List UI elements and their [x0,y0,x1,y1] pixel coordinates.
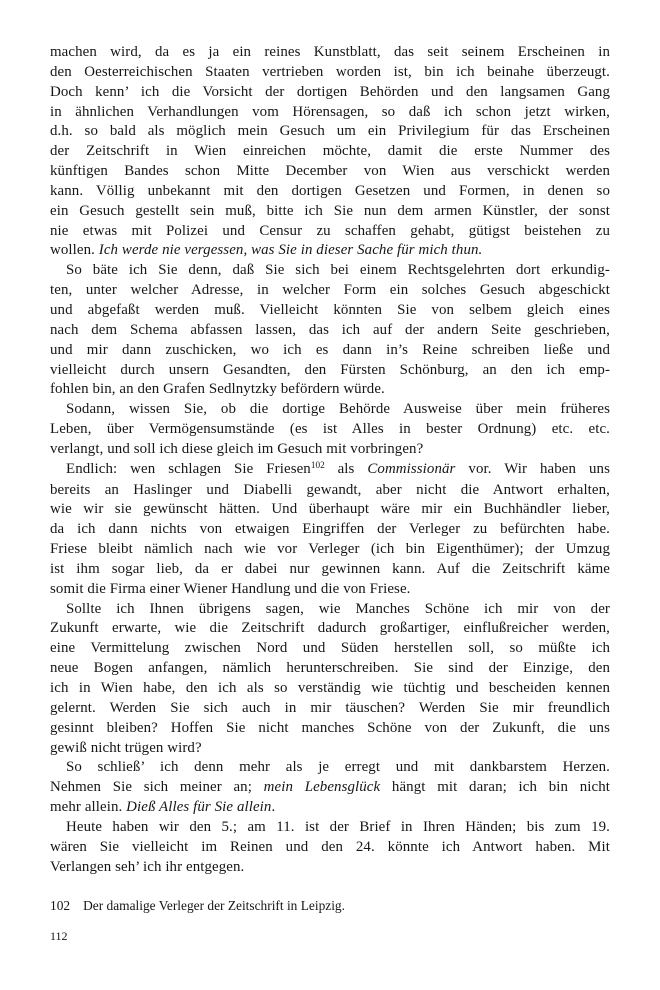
italic-text-segment: Dieß Alles für Sie allein [126,799,272,816]
text-line [50,182,610,202]
text-segment: Friese bleibt nämlich nach wie vor Verleger (ich bin Eigenthümer); der Umzug [50,541,610,558]
text-segment: wollen. [50,242,99,259]
text-segment: gelernt. Werden Sie sich auch in mir täuschen? Werden Sie mir freundlich [50,699,610,716]
text-segment: und abgefaßt werden muß. Vielleicht könnten Sie von selbem gleich eines [50,301,610,318]
text-line [50,739,610,759]
text-segment: So bäte ich Sie denn, daß Sie sich bei einem Rechtsgelehrten dort erkundig- [66,262,610,279]
text-line [50,122,610,142]
text-line [50,301,610,321]
italic-text-segment: Commissionär [367,460,456,477]
text-line [50,420,610,440]
text-line [50,580,610,600]
text-segment: Verlangen seh’ ich ihr entgegen. [50,858,245,875]
text-segment: Zukunft erwarte, wie die Zeitschrift dadurch großartiger, einflußreicher werden, [50,620,610,637]
text-line [50,520,610,540]
text-segment: wie wir sie gewünscht hätten. Und überhaupt wäre mir ein Buchhändler lieber, [50,501,610,518]
text-line [50,560,610,580]
text-line [50,241,610,261]
text-line [50,321,610,341]
text-line [50,500,610,520]
text-line [50,43,610,63]
text-line [50,361,610,381]
text-segment: Nehmen Sie sich meiner an; [50,779,264,796]
text-line [50,699,610,719]
text-segment: Doch kenn’ ich die Vorsicht der dortigen Behörden und den langsamen Gang [50,83,610,100]
text-segment: d.h. so bald als möglich mein Gesuch um ein Privilegium für das Erscheinen [50,123,610,140]
text-line [50,281,610,301]
text-segment: Heute haben wir den 5.; am 11. ist der Brief in Ihren Händen; bis zum 19. [66,818,610,835]
text-line [50,778,610,798]
italic-text-segment: mein Lebensglück [263,779,381,796]
text-segment: eine Vermittelung zwischen Nord und Süden herstellen soll, so müßte ich [50,640,610,657]
text-segment: Sollte ich Ihnen übrigens sagen, wie Manches Schöne ich mir von der [66,600,610,617]
text-segment: machen wird, da es ja ein reines Kunstblatt, das seit seinem Erscheinen in [50,44,610,60]
text-line [50,719,610,739]
text-line [50,659,610,679]
text-segment: der Zeitschrift in Wien einreichen möchte, damit die erste Nummer des [50,143,610,160]
text-line [50,639,610,659]
text-line [50,679,610,699]
text-line [50,600,610,620]
text-segment: in ähnlichen Verhandlungen vom Hörensagen, so daß ich schon jetzt wirken, [50,103,610,120]
text-segment: fohlen bin, an den Grafen Sedlnytzky befördern würde. [50,381,385,398]
text-segment: ist ihm sogar lieb, da er dabei nur gewinnen kann. Auf die Zeitschrift käme [50,560,610,577]
text-segment: ich in Wien habe, den ich als so verständig wie tüchtig und bescheiden kennen [50,680,610,696]
text-segment: kann. Völlig unbekannt mit den dortigen Gesetzen und Formen, in denen so [50,182,610,199]
text-segment: ten, unter welcher Adresse, in welcher Form ein solches Gesuch abgeschickt [50,282,610,299]
text-segment: mehr allein. [50,799,127,816]
text-line [50,142,610,162]
text-segment: ein Gesuch gestellt sein muß, bitte ich Sie nun dem armen Künstler, der sonst [50,202,610,219]
text-segment: da ich dann nichts von etwaigen Eingriffen der Verleger zu befürchten habe. [50,521,610,538]
text-segment: den Oesterreichischen Staaten vertrieben worden ist, bin ich beinahe überzeugt. [50,63,610,80]
text-segment: vielleicht durch unsern Gesandten, den Fürsten Schönburg, an den ich emp- [50,361,610,378]
text-line [50,380,610,400]
text-line [50,162,610,182]
text-line [50,261,610,281]
text-segment: nach dem Schema abfassen lassen, das ich auf der andern Seite geschrieben, [50,321,610,338]
footnote [50,898,610,914]
text-line [50,202,610,222]
text-segment: künftigen Bandes schon Mitte December von Wien aus verschickt werden [50,163,610,180]
text-segment: Endlich: wen schlagen Sie Friesen [66,460,311,477]
text-segment: gesinnt bleiben? Hoffen Sie nicht manches Schöne von der Zukunft, die uns [50,719,610,736]
text-segment: als [324,460,368,477]
footnote-number: 102 [50,898,71,913]
text-segment: nie etwas mit Polizei und Censur zu schaffen gehabt, gütigst beistehen zu [50,222,610,239]
text-segment: somit die Firma einer Wiener Handlung und die von Friese. [50,580,411,597]
text-segment: verlangt, und soll ich diese gleich im Gesuch mit vorbringen? [50,440,424,457]
footnote-text: Der damalige Verleger der Zeitschrift in Leipzig. [83,898,345,913]
italic-text-segment: Ich werde nie vergessen, was Sie in dieser Sache für mich thun. [98,242,483,259]
text-line [50,838,610,858]
text-line [50,818,610,838]
text-line [50,103,610,123]
letter-body-text [50,43,610,877]
text-segment: So schließ’ ich denn mehr als je erregt und mit dankbarstem Herzen. [66,759,610,776]
text-line [50,798,610,818]
text-segment: . [271,799,276,816]
text-line [50,619,610,639]
text-line [50,400,610,420]
text-segment: wären Sie vielleicht im Reinen und den 24. könnte ich Antwort haben. Mit [50,838,610,855]
text-line [50,460,610,481]
text-segment: neue Bogen anfangen, nämlich herunterschreiben. Sie sind der Einzige, den [50,660,610,677]
text-line [50,540,610,560]
footnote-reference: 102 [310,460,325,471]
text-segment: vor. Wir haben uns [455,460,610,477]
text-segment: Leben, über Vermögensumstände (es ist Alles in bester Ordnung) etc. etc. [50,421,610,438]
text-line [50,481,610,501]
text-segment: hängt mit daran; ich bin nicht [380,779,611,796]
text-line [50,758,610,778]
text-segment: gewiß nicht trügen wird? [50,739,202,756]
text-line [50,83,610,103]
text-line [50,63,610,83]
text-segment: Sodann, wissen Sie, ob die dortige Behörde Ausweise über mein früheres [66,401,610,418]
text-segment: und mir dann zuschicken, wo ich es dann in’s Reine schreiben ließe und [50,341,610,358]
text-segment: bereits an Haslinger und Diabelli gewandt, aber nicht die Antwort erhalten, [50,481,610,498]
text-line [50,222,610,242]
page-number: 112 [50,929,68,943]
text-line [50,440,610,460]
text-line [50,858,610,878]
text-line [50,341,610,361]
